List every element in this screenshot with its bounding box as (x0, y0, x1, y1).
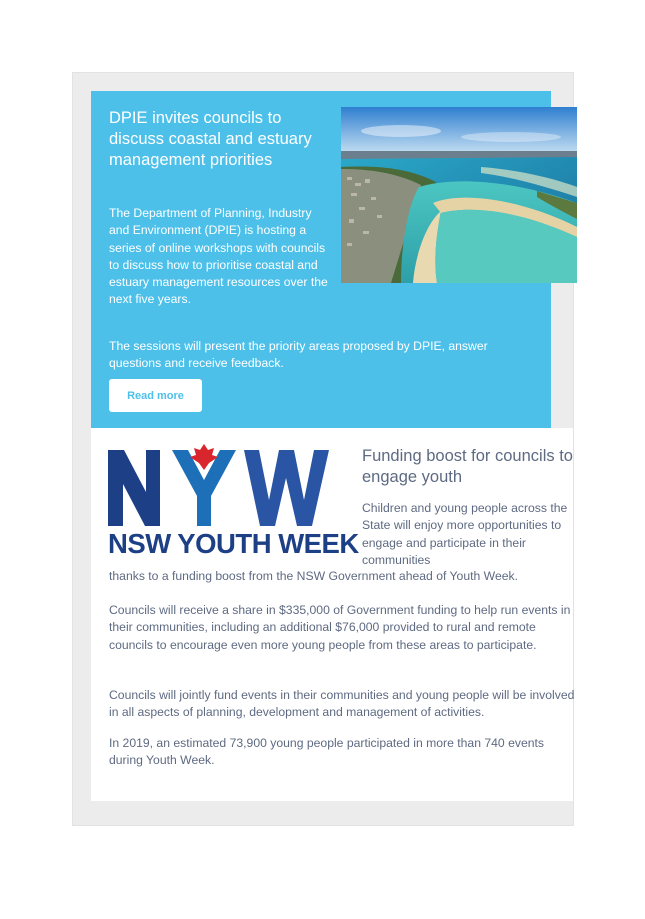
youth-week-article-title: Funding boost for councils to engage youth (362, 447, 573, 486)
nsw-youth-week-logo (108, 444, 359, 562)
read-more-button[interactable]: Read more (109, 379, 202, 412)
youth-week-paragraph: Councils will jointly fund events in their communities and young people will be involved in all aspects of planning, development and management of activities. (109, 688, 575, 720)
nyw-logo-mark (108, 444, 344, 528)
coastal-estuary-photo (341, 107, 577, 283)
dpie-article-intro: The Department of Planning, Industry and Environment (DPIE) is hosting a series of online workshops with councils to discuss how to prioritise coastal and estuary management resources over the next five years. (109, 206, 328, 307)
youth-week-paragraph: In 2019, an estimated 73,900 young people participated in more than 740 events during Youth Week. (109, 736, 544, 768)
dpie-article-title: DPIE invites councils to discuss coastal and estuary management priorities (109, 109, 312, 169)
dpie-article-sessions: The sessions will present the priority areas proposed by DPIE, answer questions and receive feedback. (109, 339, 488, 371)
youth-week-intro: Children and young people across the State will enjoy more opportunities to engage and participate in their communities (362, 501, 568, 567)
youth-week-paragraph: Councils will receive a share in $335,000 of Government funding to help run events in their communities, including an additional $76,000 provided to rural and remote councils to encourage even more young people from these areas to participate. (109, 603, 571, 652)
nsw-youth-week-wordmark: NSW YOUTH WEEK (108, 528, 359, 559)
youth-week-intro-continued: thanks to a funding boost from the NSW Government ahead of Youth Week. (109, 569, 518, 583)
